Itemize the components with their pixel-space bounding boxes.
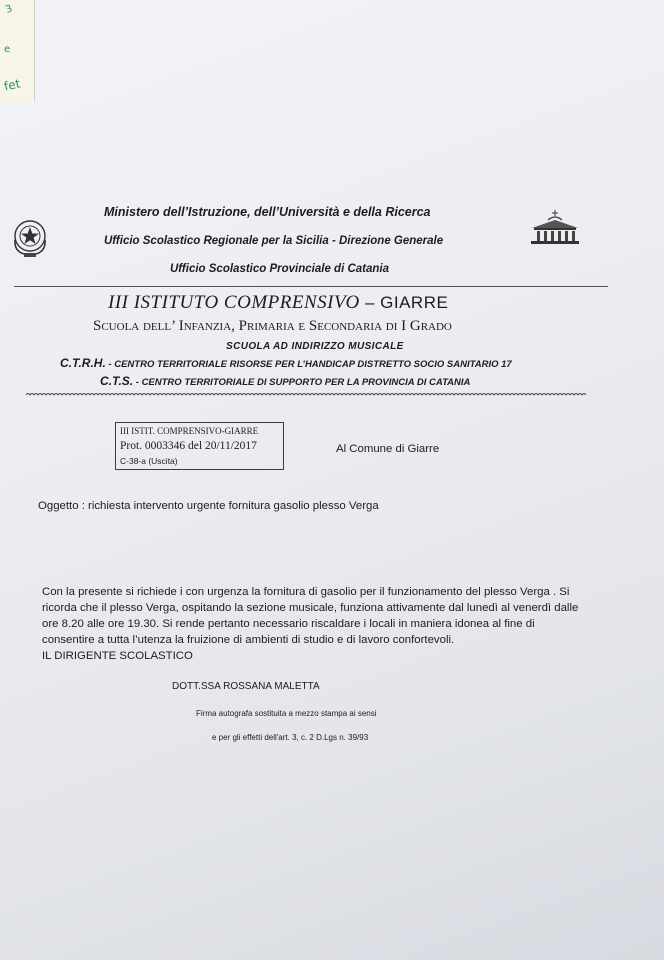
provincial-office: Ufficio Scolastico Provinciale di Catania: [170, 263, 389, 275]
cts-abbr: C.T.S.: [100, 374, 134, 388]
body-line: ricorda che il plesso Verga, ospitando la sezione musicale, funziona attivamente dal lunedì al venerdì dalle: [42, 602, 579, 614]
stamp-protocol-number: Prot. 0003346 del 20/11/2017: [120, 440, 257, 452]
handwritten-note-3: fet: [2, 76, 22, 94]
institute-name: III ISTITUTO COMPRENSIVO: [108, 292, 360, 313]
stamp-institute: III ISTIT. COMPRENSIVO-GIARRE: [120, 426, 259, 436]
signatory-role: IL DIRIGENTE SCOLASTICO: [42, 650, 193, 662]
ctrh-line: [60, 354, 512, 372]
ministry-name: Ministero dell’Istruzione, dell’Università e della Ricerca: [104, 205, 431, 219]
ctrh-desc: - CENTRO TERRITORIALE RISORSE PER L’HANDICAP DISTRETTO SOCIO SANITARIO 17: [105, 359, 512, 370]
institute-title: [108, 292, 448, 314]
recipient: Al Comune di Giarre: [336, 443, 440, 455]
cts-line: [100, 372, 470, 390]
music-school-line: SCUOLA AD INDIRIZZO MUSICALE: [226, 341, 404, 352]
header-rule: [14, 286, 608, 287]
body-line: Con la presente si richiede i con urgenza la fornitura di gasolio per il funzionamento del plesso Verga . Si: [42, 586, 570, 598]
italian-republic-emblem-icon: [10, 216, 50, 260]
stamp-classification: C-38-a (Uscita): [120, 456, 178, 466]
regional-office: Ufficio Scolastico Regionale per la Sicilia - Direzione Generale: [104, 235, 444, 247]
school-building-logo-icon: [528, 210, 582, 246]
handwritten-note-1: 3: [4, 3, 15, 16]
signature-note-2: e per gli effetti dell'art. 3, c. 2 D.Lgs n. 39/93: [212, 733, 369, 742]
institute-city: – GIARRE: [359, 293, 449, 312]
cts-desc: - CENTRO TERRITORIALE DI SUPPORTO PER LA PROVINCIA DI CATANIA: [133, 377, 471, 388]
body-line: ore 8.20 alle ore 19.30. Si rende pertanto necessario riscaldare i locali in maniera idonea al fine di: [42, 618, 535, 630]
signature-note-1: Firma autografa sostituita a mezzo stampa ai sensi: [196, 709, 377, 718]
protocol-stamp: [115, 422, 284, 470]
signatory-name: DOTT.SSA ROSSANA MALETTA: [172, 681, 320, 692]
subject-line: Oggetto : richiesta intervento urgente fornitura gasolio plesso Verga: [38, 500, 379, 512]
handwritten-note-2: e: [4, 44, 11, 55]
body-line: consentire a tutta l’utenza la fruizione di ambienti di studio e di lavoro confortevoli.: [42, 634, 455, 646]
school-levels: Scuola dell’ Infanzia, Primaria e Secondaria di I Grado: [93, 318, 452, 334]
decorative-border: [26, 392, 586, 396]
ctrh-abbr: C.T.R.H.: [60, 356, 106, 370]
